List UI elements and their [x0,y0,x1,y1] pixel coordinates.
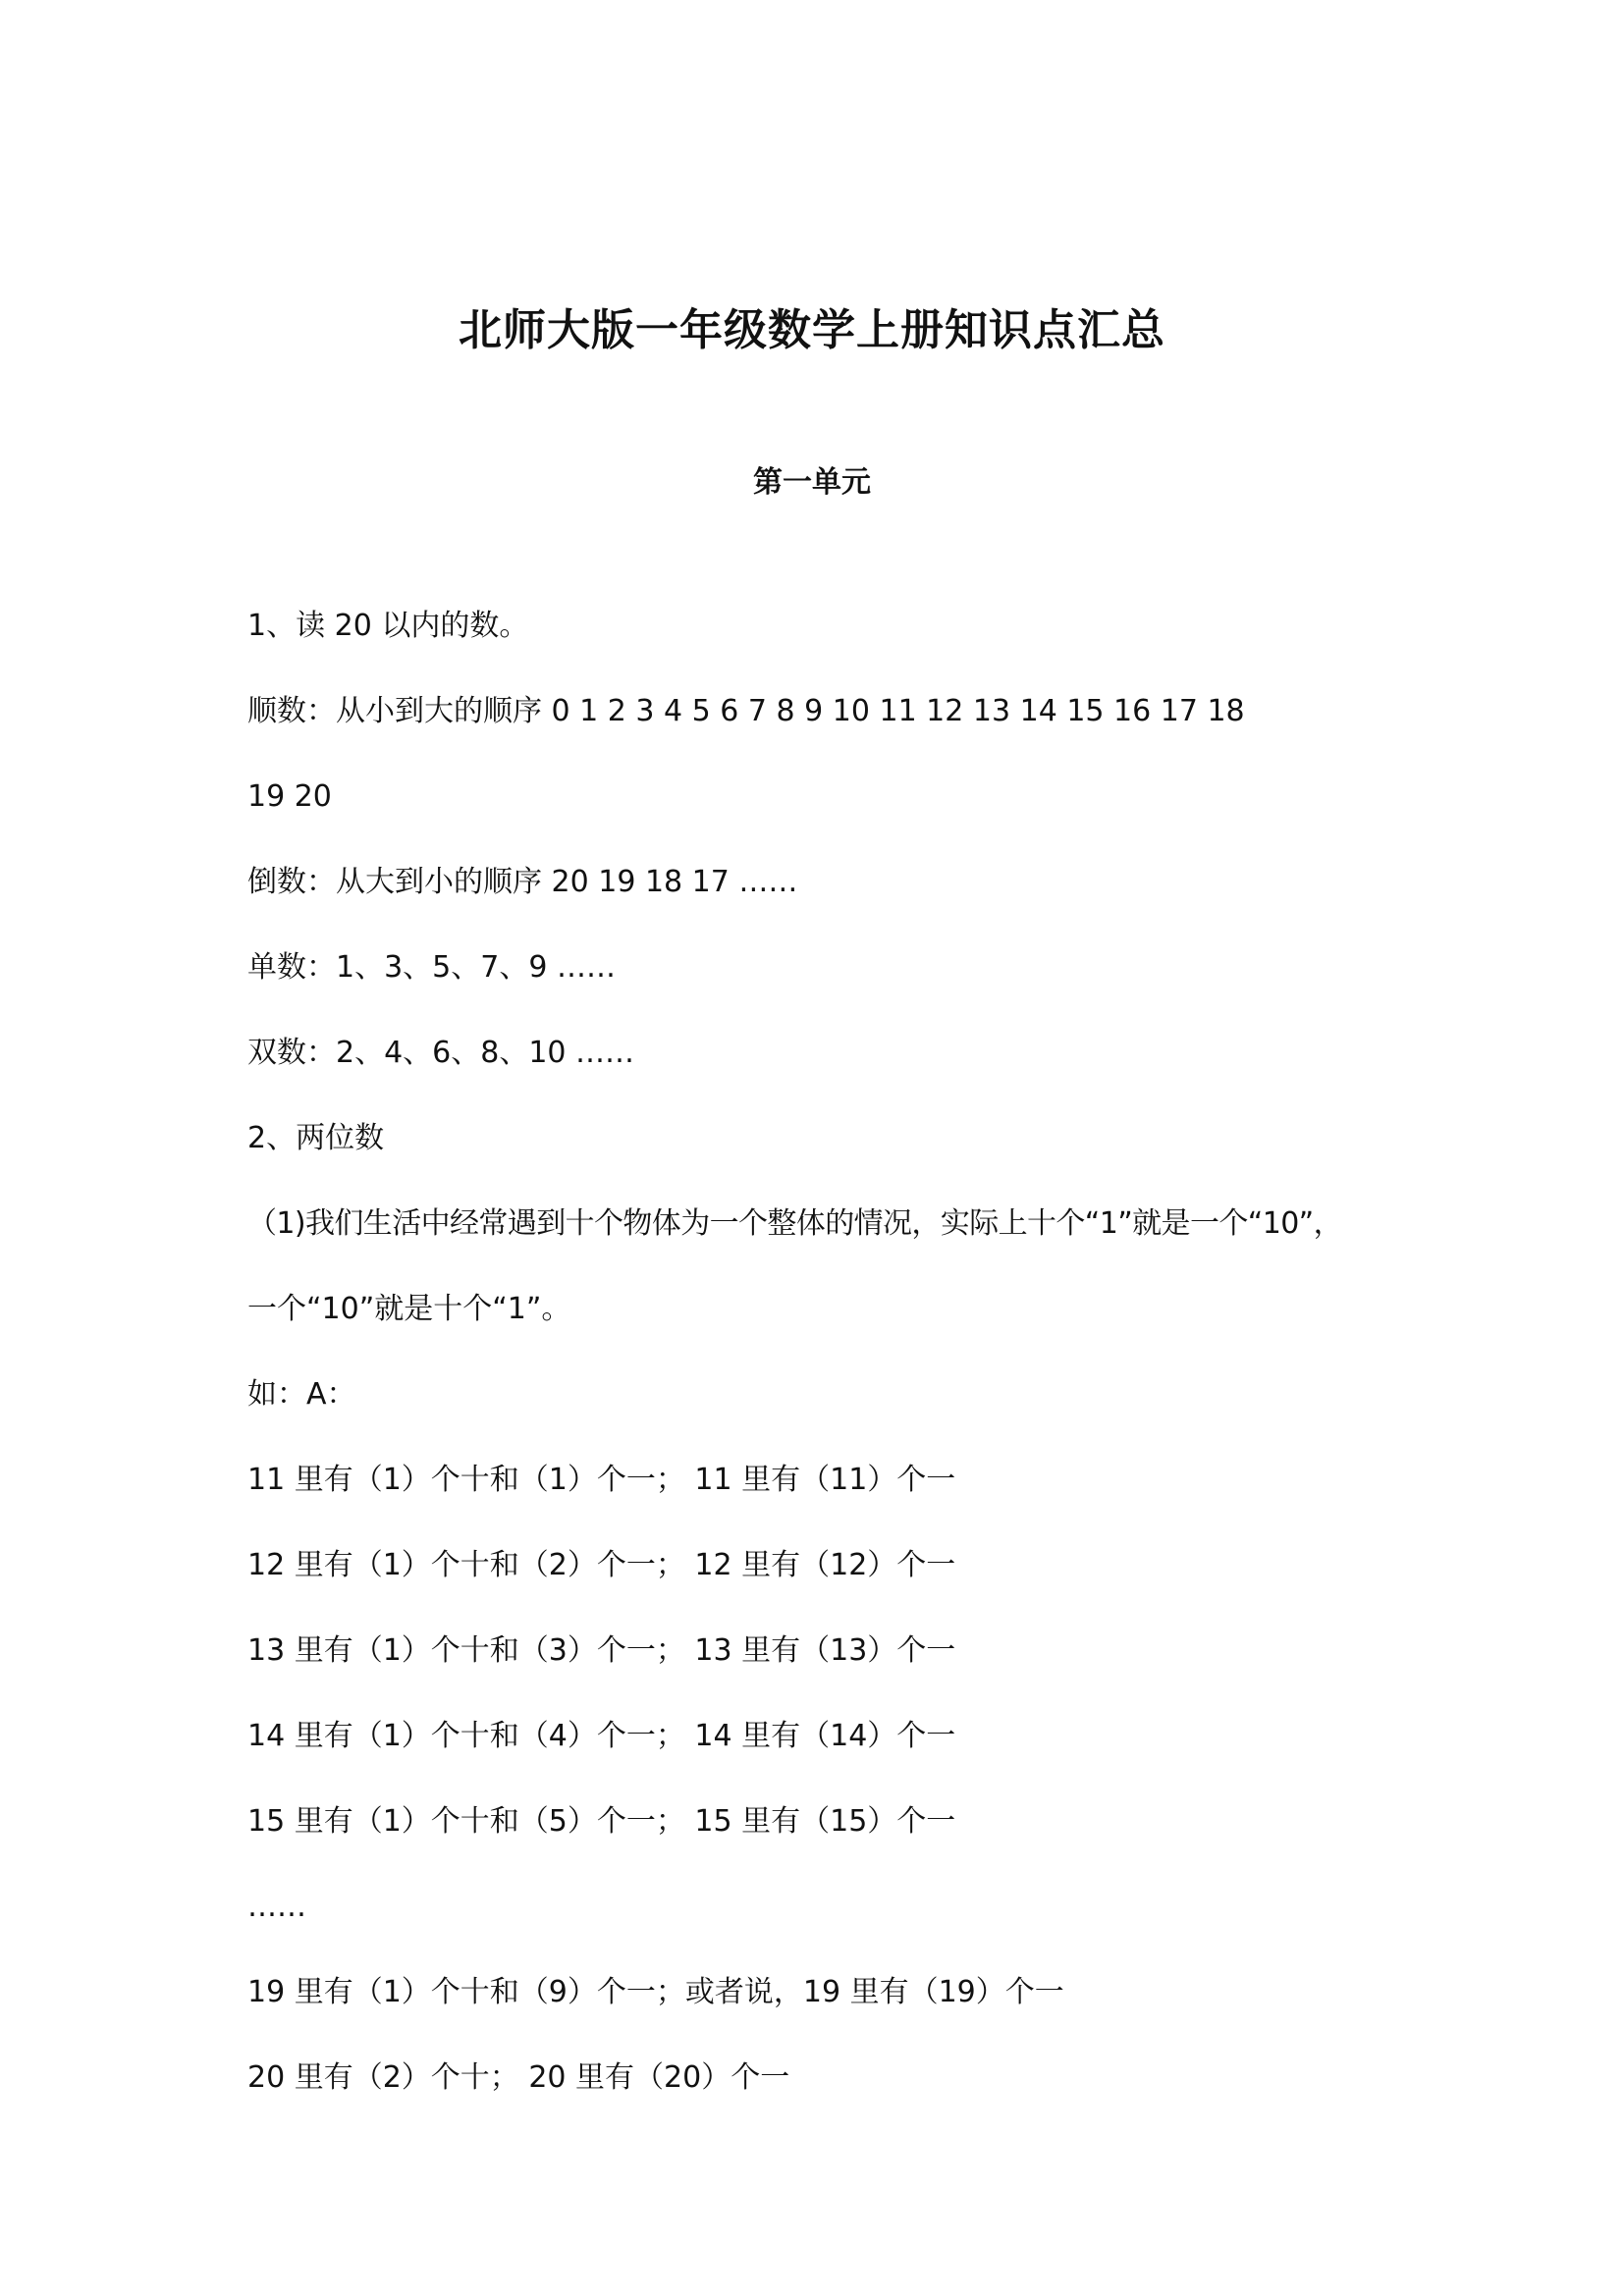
text-line: 15 里有（1）个十和（5）个一； 15 里有（15）个一 [247,1804,956,1839]
text-line: 2、两位数 [247,1121,385,1155]
text-line: 14 里有（1）个十和（4）个一； 14 里有（14）个一 [247,1719,956,1753]
text-line: 双数：2、4、6、8、10 …… [247,1036,635,1070]
text-line: 11 里有（1）个十和（1）个一； 11 里有（11）个一 [247,1463,956,1497]
text-line: 19 里有（1）个十和（9）个一；或者说，19 里有（19）个一 [247,1975,1064,2009]
text-line: 一个“10”就是十个“1”。 [247,1292,571,1326]
unit-heading: 第一单元 [753,465,871,500]
text-line: 20 里有（2）个十； 20 里有（20）个一 [247,2060,790,2095]
text-line: 13 里有（1）个十和（3）个一； 13 里有（13）个一 [247,1633,956,1668]
text-line: 12 里有（1）个十和（2）个一； 12 里有（12）个一 [247,1548,956,1582]
document-title: 北师大版一年级数学上册知识点汇总 [459,305,1165,355]
text-line: 倒数：从大到小的顺序 20 19 18 17 …… [247,865,798,899]
text-line: 单数：1、3、5、7、9 …… [247,950,616,985]
text-line: 顺数：从小到大的顺序 0 1 2 3 4 5 6 7 8 9 10 11 12 13 14 15 16 17 18 [247,694,1245,728]
text-line: （1)我们生活中经常遇到十个物体为一个整体的情况，实际上十个“1”就是一个“10”， [247,1206,1343,1241]
text-line: 1、读 20 以内的数。 [247,609,529,643]
text-line: …… [247,1890,306,1924]
text-line: 19 20 [247,779,332,814]
text-line: 如：A： [247,1377,356,1412]
